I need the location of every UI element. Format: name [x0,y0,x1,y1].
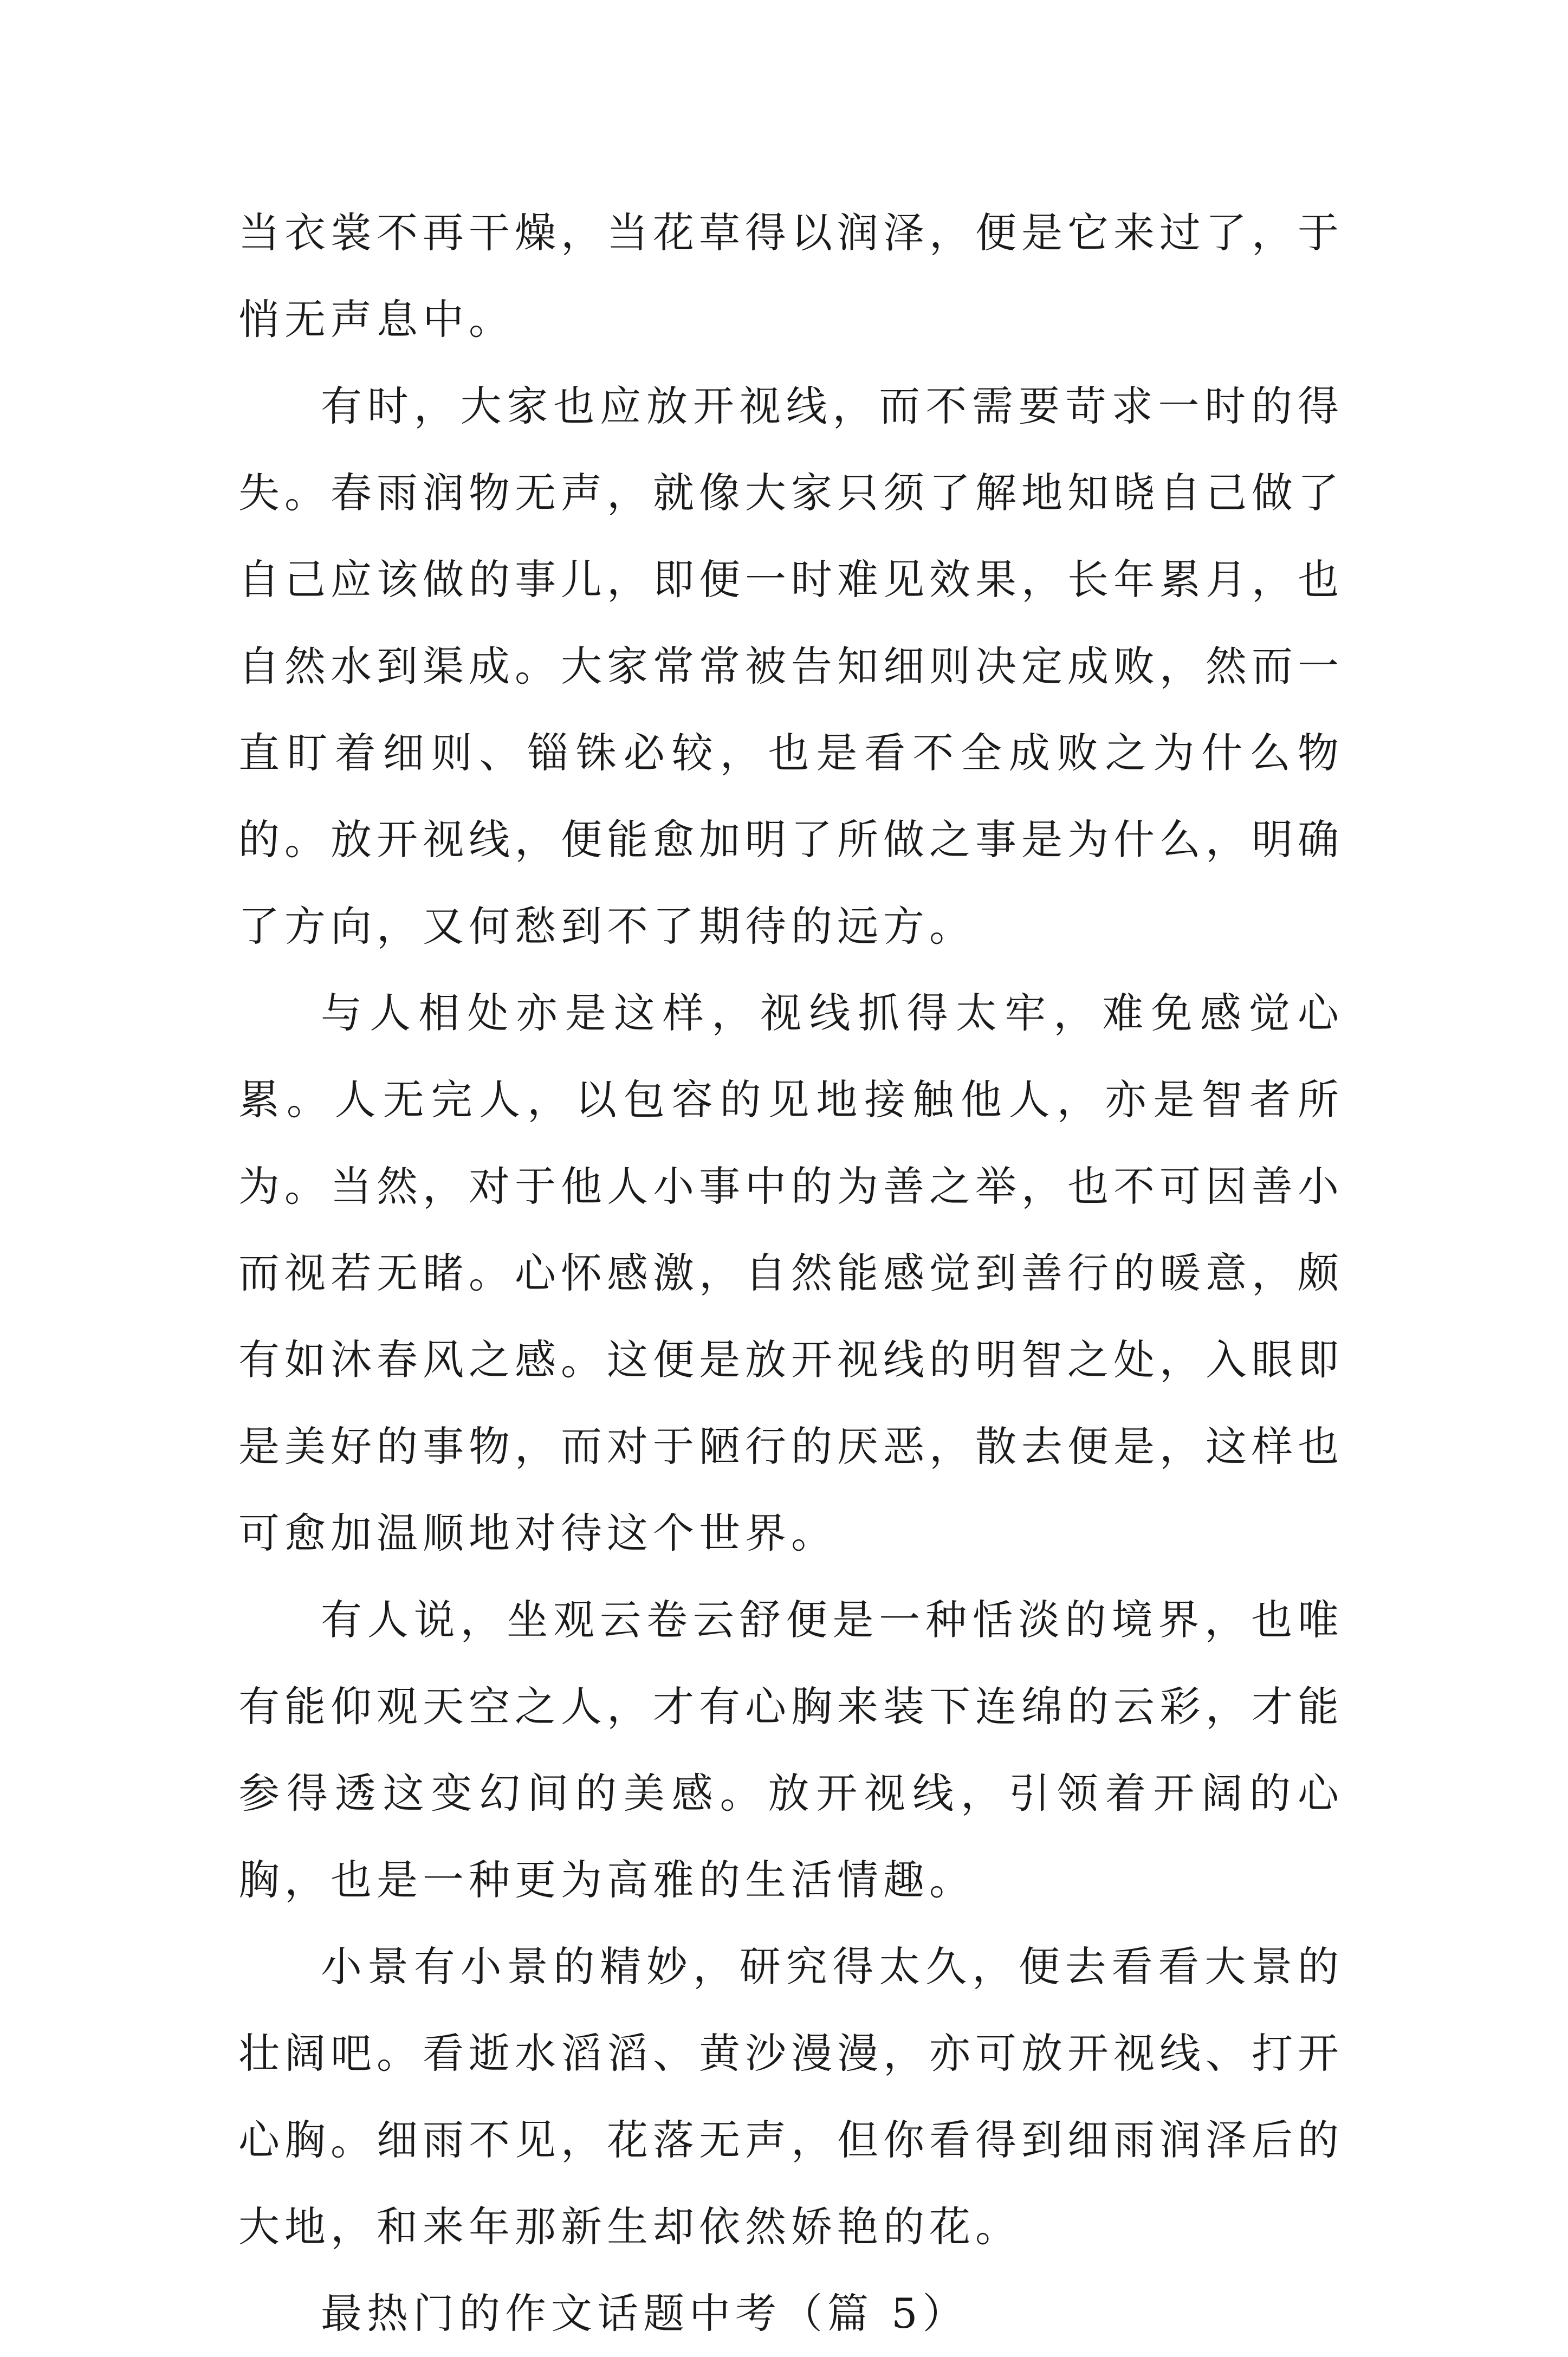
paragraph: 小景有小景的精妙，研究得太久，便去看看大景的壮阔吧。看逝水滔滔、黄沙漫漫，亦可放开视线、打开心胸。细雨不见，花落无声，但你看得到细雨润泽后的大地，和来年那新生却依然娇艳的花。 [238,1942,1344,2251]
section-heading: 最热门的作文话题中考（篇 5） [321,2289,969,2337]
paragraph-continued: 当衣裳不再干燥，当花草得以润泽，便是它来过了，于悄无声息中。 [238,209,1344,344]
document-body [238,190,1344,2357]
paragraph: 与人相处亦是这样，视线抓得太牢，难免感觉心累。人无完人，以包容的见地接触他人，亦是智者所为。当然，对于他人小事中的为善之举，也不可因善小而视若无睹。心怀感激，自然能感觉到善行的暖意，颇有如沐春风之感。这便是放开视线的明智之处，入眼即是美好的事物，而对于陋行的厌恶，散去便是，这样也可愈加温顺地对待这个世界。 [238,989,1344,1557]
paragraph: 有人说，坐观云卷云舒便是一种恬淡的境界，也唯有能仰观天空之人，才有心胸来装下连绵的云彩，才能参得透这变幻间的美感。放开视线，引领着开阔的心胸，也是一种更为高雅的生活情趣。 [238,1596,1344,1904]
paragraph: 有时，大家也应放开视线，而不需要苛求一时的得失。春雨润物无声，就像大家只须了解地知晓自己做了自己应该做的事儿，即便一时难见效果，长年累月，也自然水到渠成。大家常常被告知细则决定成败，然而一直盯着细则、锱铢必较，也是看不全成败之为什么物的。放开视线，便能愈加明了所做之事是为什么，明确了方向，又何愁到不了期待的远方。 [238,382,1344,950]
